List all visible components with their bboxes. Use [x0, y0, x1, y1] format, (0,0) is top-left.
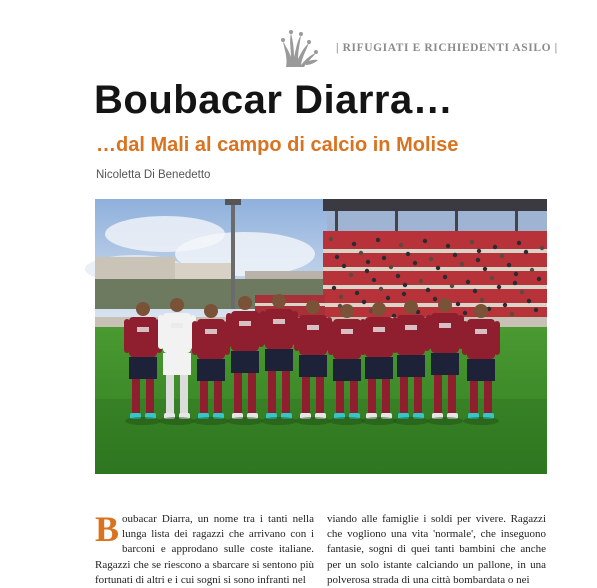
article-column-1 — [95, 509, 314, 586]
author-byline: Nicoletta Di Benedetto — [96, 169, 211, 181]
team-photo — [95, 199, 547, 474]
section-header — [280, 26, 580, 70]
article-body — [95, 509, 547, 586]
article-paragraph-1: oubacar Diarra, un nome tra i tanti nella lunga lista dei ragazzi che arrivano con i barconi e approdano sulle coste italiane. Ragazzi che se riescono a sbarcare si sentono più fortunati di altri e i cui sogni si sono infranti nel — [95, 513, 314, 586]
coral-branch-icon — [280, 27, 322, 69]
team-photo-illustration — [95, 199, 547, 474]
article-subtitle: …dal Mali al campo di calcio in Molise — [96, 134, 459, 156]
article-paragraph-2: viando alle famiglie i soldi per vivere. Ragazzi che vogliono una vita 'normale', che inseguono fantasie, sogni di quei tanti bambini che anche per un solo istante calciando un pallone, in una polverosa strada di una città bombardata o nei — [327, 513, 546, 586]
page-title: Boubacar Diarra… — [94, 78, 454, 122]
article-column-2 — [327, 512, 546, 586]
section-label: | RIFUGIATI E RICHIEDENTI ASILO | — [336, 42, 558, 54]
drop-cap: B — [95, 509, 120, 549]
